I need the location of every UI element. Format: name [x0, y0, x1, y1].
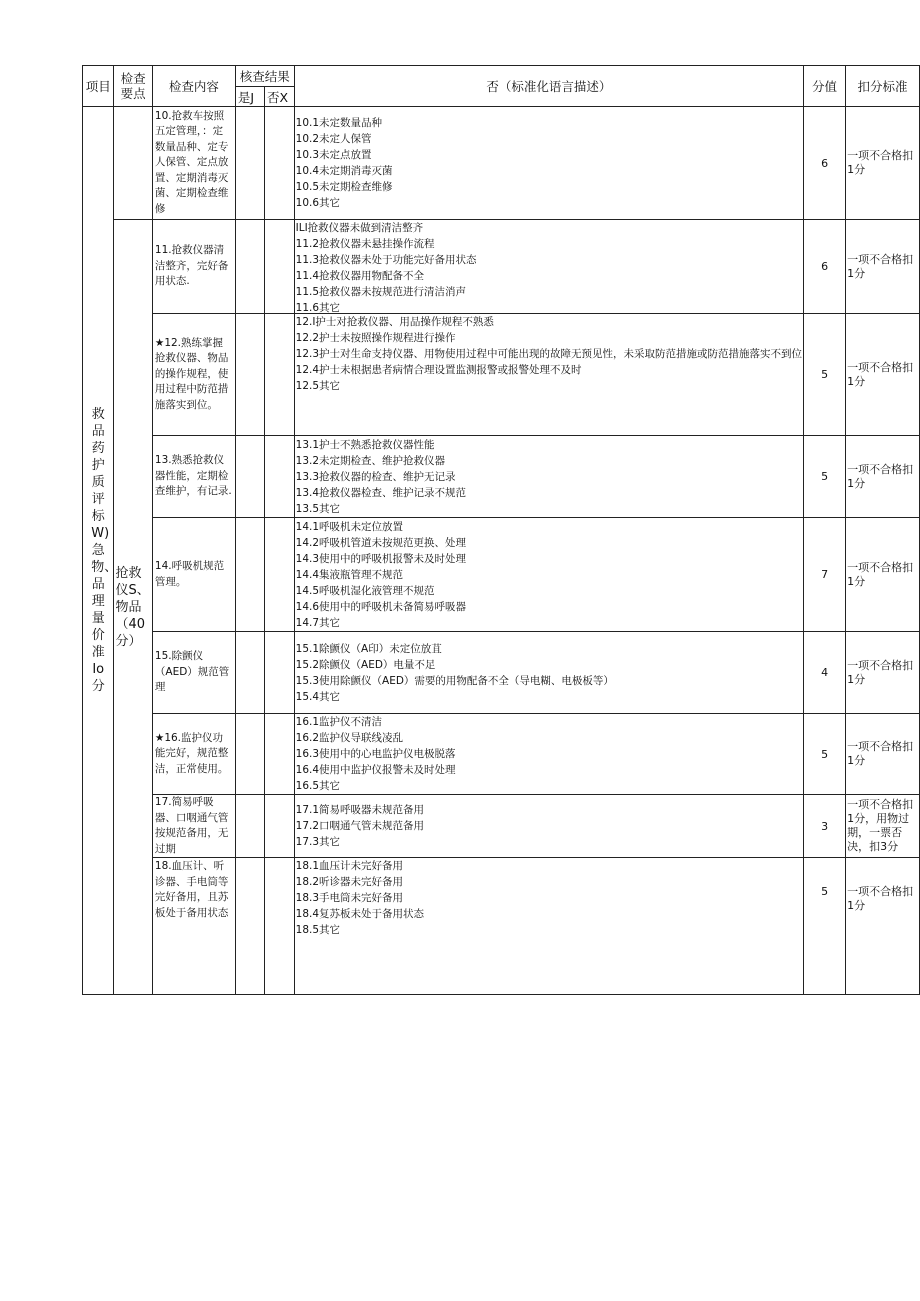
header-check-point: 检查要点	[114, 66, 152, 107]
result-yes-cell[interactable]	[235, 314, 264, 436]
list-item: 10.6其它	[295, 197, 341, 209]
result-yes-cell[interactable]	[235, 436, 264, 518]
deduction-standard: 一项不合格扣1分	[846, 518, 920, 632]
list-item: 13.3抢救仪器的检查、维护无记录	[295, 470, 456, 483]
description-list	[294, 107, 803, 220]
check-content: 10.抢救车按照五定管理，：定数量品种、定专人保管、定点放置、定期消毒灭菌、定期检查维修	[152, 107, 235, 220]
result-no-cell[interactable]	[264, 714, 294, 795]
list-item: 18.1血压计未完好备用	[295, 860, 404, 872]
deduction-standard: 一项不合格扣1分	[846, 858, 920, 995]
list-item: 11.5抢救仪器未按规范进行清洁消声	[295, 286, 467, 298]
deduction-standard: 一项不合格扣1分	[846, 314, 920, 436]
score-value: 7	[804, 518, 846, 632]
check-content	[152, 858, 235, 995]
project-label: 救品药护质评标W)急物、品理量价准Io分	[91, 407, 118, 694]
deduction-standard: 一项不合格扣1分	[846, 714, 920, 795]
header-check-content: 检查内容	[152, 66, 235, 107]
header-yes: 是J	[235, 87, 264, 107]
score-value: 3	[804, 795, 846, 858]
score-value: 5	[804, 714, 846, 795]
project-cell	[83, 107, 118, 995]
header-score: 分值	[804, 66, 846, 107]
result-no-cell[interactable]	[264, 795, 294, 858]
list-item: 16.2监护仪导联线凌乱	[295, 732, 404, 744]
header-check-result: 核查结果	[235, 66, 294, 87]
header-no: 否X	[264, 87, 294, 107]
list-item: 18.4复苏板未处于备用状态	[295, 908, 425, 920]
description-list	[294, 220, 803, 314]
list-item: 15.3使用除颤仪（AED）需要的用物配备不全（导电糊、电极板等）	[295, 674, 614, 687]
result-yes-cell[interactable]	[235, 220, 264, 314]
description-list	[294, 314, 803, 436]
score-value: 5	[804, 436, 846, 518]
result-no-cell[interactable]	[264, 220, 294, 314]
result-no-cell[interactable]	[264, 436, 294, 518]
list-item: 10.1未定数量品种	[295, 117, 383, 129]
list-item: 13.2未定期检查、维护抢救仪器	[295, 454, 446, 467]
list-item: 14.1呼吸机未定位放置	[295, 520, 404, 533]
table-row	[83, 518, 920, 632]
list-item: 16.3使用中的心电监护仪电极脱落	[295, 748, 456, 760]
deduction-standard: 一项不合格扣1分	[846, 632, 920, 714]
check-content-text: 18.血压计、听诊器、手电筒等完好备用，且苏板处于备用状态	[154, 860, 229, 919]
result-no-cell[interactable]	[264, 107, 294, 220]
score-value: 6	[804, 220, 846, 314]
list-item: 14.3使用中的呼吸机报警未及时处理	[295, 552, 467, 565]
score-value: 5	[804, 314, 846, 436]
table-row	[83, 436, 920, 518]
list-item: 16.1监护仪不清洁	[295, 716, 383, 728]
list-item: 11.2抢救仪器未悬挂操作流程	[295, 238, 435, 250]
list-item: 14.2呼吸机管道未按规范更换、处理	[295, 536, 467, 549]
list-item: 11.4抢救仪器用物配备不全	[295, 270, 425, 282]
list-item: 15.1除颤仪（A印）未定位放苴	[295, 642, 442, 655]
list-item: 10.5未定期检查维修	[295, 181, 393, 193]
description-list	[294, 518, 803, 632]
list-item: 14.4集液瓶管理不规范	[295, 568, 404, 581]
list-item: 17.2口咽通气管未规范备用	[295, 820, 425, 832]
list-item: 16.5其它	[295, 780, 341, 792]
check-content: 11.抢救仪器清洁整齐，完好备用状态.	[152, 220, 235, 314]
deduction-standard: 一项不合格扣1分	[846, 436, 920, 518]
description-list	[294, 795, 803, 858]
description-list	[294, 632, 803, 714]
list-item: 13.1护士不熟悉抢救仪器性能	[295, 438, 435, 451]
header-project: 项目	[83, 66, 114, 107]
table-row	[83, 632, 920, 714]
description-list	[294, 858, 803, 995]
result-yes-cell[interactable]	[235, 632, 264, 714]
table-row	[83, 858, 920, 995]
score-value: 5	[804, 858, 846, 995]
check-content: 17.简易呼吸器、口咽通气管按规范备用，无过期	[152, 795, 235, 858]
table-row	[83, 795, 920, 858]
result-yes-cell[interactable]	[235, 518, 264, 632]
list-item: ILI抢救仪器未做到清洁整齐	[295, 222, 424, 234]
result-no-cell[interactable]	[264, 858, 294, 995]
list-item: 14.6使用中的呼吸机未备简易呼吸器	[295, 600, 467, 613]
result-no-cell[interactable]	[264, 632, 294, 714]
list-item: 14.5呼吸机湿化液管理不规范	[295, 584, 435, 597]
score-value: 6	[804, 107, 846, 220]
result-yes-cell[interactable]	[235, 107, 264, 220]
list-item: 17.3其它	[295, 836, 341, 848]
list-item: 11.6其它	[295, 302, 341, 314]
description-list	[294, 714, 803, 795]
header-description: 否（标准化语言描述）	[294, 66, 803, 107]
list-item: 15.4其它	[295, 690, 341, 703]
list-item: 12.4护士未根据患者病情合理设置监测报警或报警处理不及时	[295, 364, 582, 376]
check-point-empty	[114, 107, 152, 220]
list-item: 12.5其它	[295, 380, 341, 392]
list-item: 10.2未定人保管	[295, 133, 372, 145]
list-item: 12.2护士未按照操作规程进行操作	[295, 332, 456, 344]
result-no-cell[interactable]	[264, 518, 294, 632]
deduction-standard: 一项不合格扣1分，用物过期，一票否决，扣3分	[846, 795, 920, 858]
list-item: 11.3抢救仪器未处于功能完好备用状态	[295, 254, 477, 266]
result-yes-cell[interactable]	[235, 858, 264, 995]
deduction-standard: 一项不合格扣1分	[846, 220, 920, 314]
list-item: 18.3手电筒未完好备用	[295, 892, 404, 904]
table-row	[83, 314, 920, 436]
result-yes-cell[interactable]	[235, 795, 264, 858]
table-row	[83, 107, 920, 220]
list-item: 10.3未定点放置	[295, 149, 372, 161]
result-no-cell[interactable]	[264, 314, 294, 436]
list-item: 15.2除颤仪（AED）电量不足	[295, 658, 436, 671]
check-content: 14.呼吸机规范管理。	[152, 518, 235, 632]
check-content: 15.除颤仪（AED）规范管理	[152, 632, 235, 714]
description-list	[294, 436, 803, 518]
check-content: ★16.监护仪功能完好，规范整洁，正常使用。	[152, 714, 235, 795]
list-item: 12.I护士对抢救仪器、用品操作规程不熟悉	[295, 316, 494, 328]
list-item: 13.5其它	[295, 502, 341, 515]
list-item: 12.3护士对生命支持仪器、用物使用过程中可能出现的故障无预见性，未采取防范措施或防范措施落实不到位	[295, 348, 803, 360]
result-yes-cell[interactable]	[235, 714, 264, 795]
check-content: ★12.熟练掌握抢救仪器、物品的操作规程，使用过程中防范措施落实到位。	[152, 314, 235, 436]
list-item: 18.2听诊器未完好备用	[295, 876, 404, 888]
check-content: 13.熟悉抢救仪器性能，定期检查维护，有记录.	[152, 436, 235, 518]
header-deduction: 扣分标准	[846, 66, 920, 107]
table-row	[83, 714, 920, 795]
check-point-label: 抢救仪S、物品（40分）	[114, 220, 152, 995]
deduction-standard: 一项不合格扣1分	[846, 107, 920, 220]
table-row	[83, 220, 920, 314]
list-item: 17.1简易呼吸器未规范备用	[295, 804, 425, 816]
score-value: 4	[804, 632, 846, 714]
list-item: 10.4未定期消毒灭菌	[295, 165, 393, 177]
list-item: 14.7其它	[295, 616, 341, 629]
list-item: 16.4使用中监护仪报警未及时处理	[295, 764, 456, 776]
list-item: 18.5其它	[295, 924, 341, 936]
inspection-table	[82, 65, 920, 995]
list-item: 13.4抢救仪器检查、维护记录不规范	[295, 486, 467, 499]
